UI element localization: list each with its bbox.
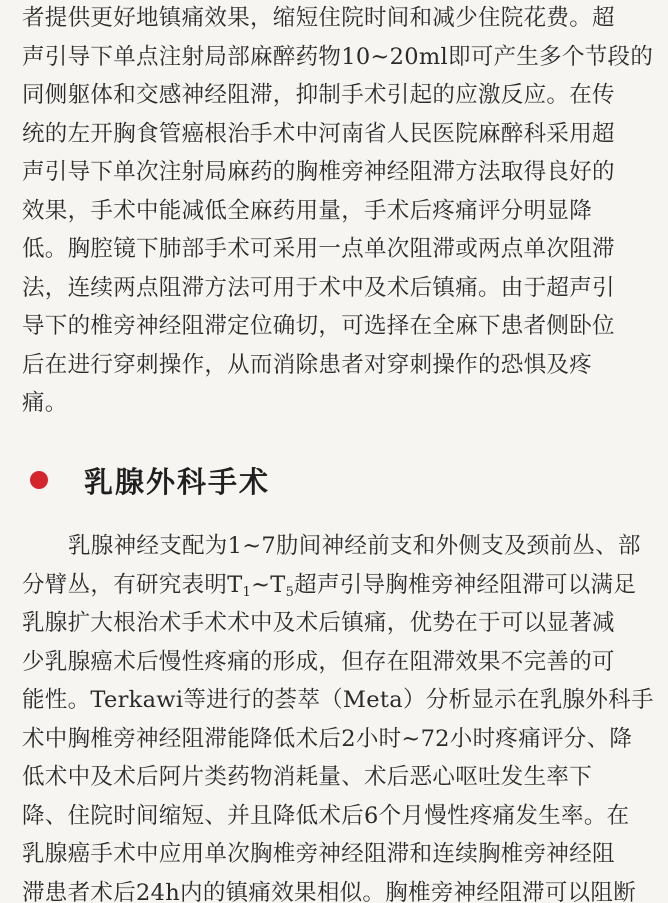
text-line: 后在进行穿刺操作，从而消除患者对穿刺操作的恐惧及疼 — [22, 351, 593, 378]
text-line-with-subscripts — [22, 566, 646, 605]
body-paragraph — [22, 527, 654, 903]
text-line: 低术中及术后阿片类药物消耗量、术后恶心呕吐发生率下 — [22, 764, 593, 790]
text-segment: 超声引导胸椎旁神经阻滞可以满足 — [294, 571, 637, 598]
bullet-dot-icon — [30, 471, 48, 489]
section-title: 乳腺外科手术 — [84, 464, 271, 499]
text-line: 法，连续两点阻滞方法可用于术中及术后镇痛。由于超声引 — [22, 274, 615, 301]
text-line: 同侧躯体和交感神经阻滞，抑制手术引起的应激反应。在传 — [22, 82, 615, 108]
text-line: 统的左开胸食管癌根治手术中河南省人民医院麻醉科采用超 — [22, 120, 615, 147]
text-line: 能性。Terkawi等进行的荟萃（Meta）分析显示在乳腺外科手 — [22, 687, 654, 713]
text-segment: ~T — [251, 571, 286, 598]
text-line: 声引导下单点注射局部麻醉药物10~20ml即可产生多个节段的 — [22, 43, 654, 70]
subscript: 1 — [242, 584, 252, 600]
text-line: 效果，手术中能减低全麻药用量，手术后疼痛评分明显降 — [22, 197, 593, 224]
text-segment: 分臂丛，有研究表明T — [22, 571, 243, 598]
text-line: 滞患者术后24h内的镇痛效果相似。胸椎旁神经阻滞可以阻断 — [22, 879, 637, 903]
text-line: 乳腺神经支配为1~7肋间神经前支和外侧支及颈前丛、部 — [68, 533, 641, 559]
text-line: 少乳腺癌术后慢性疼痛的形成，但存在阻滞效果不完善的可 — [22, 648, 615, 675]
text-line: 降、住院时间缩短、并且降低术后6个月慢性疼痛发生率。在 — [22, 802, 630, 829]
text-line: 低。胸腔镜下肺部手术可采用一点单次阻滞或两点单次阻滞 — [22, 236, 615, 262]
text-line: 者提供更好地镇痛效果，缩短住院时间和减少住院花费。超 — [22, 5, 615, 31]
text-line: 声引导下单次注射局麻药的胸椎旁神经阻滞方法取得良好的 — [22, 159, 615, 185]
subscript: 5 — [285, 584, 295, 600]
text-line: 乳腺癌手术中应用单次胸椎旁神经阻滞和连续胸椎旁神经阻 — [22, 841, 615, 867]
text-line: 术中胸椎旁神经阻滞能降低术后2小时~72小时疼痛评分、降 — [22, 725, 633, 752]
intro-paragraph — [22, 0, 654, 423]
text-line: 导下的椎旁神经阻滞定位确切，可选择在全麻下患者侧卧位 — [22, 313, 615, 339]
text-line: 乳腺扩大根治术手术术中及术后镇痛，优势在于可以显著减 — [22, 610, 615, 636]
text-line: 痛。 — [22, 390, 68, 416]
section-heading — [30, 455, 270, 505]
